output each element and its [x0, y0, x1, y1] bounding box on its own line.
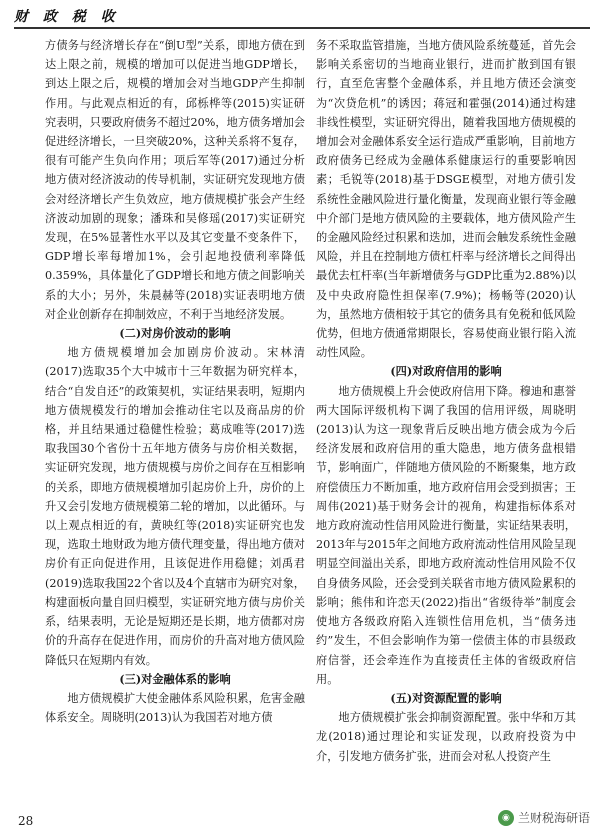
body-paragraph: 务不采取监管措施，当地方债风险系统蔓延，首先会影响关系密切的当地商业银行，进而扩散到国有银行，直至危害整个金融体系，并且地方债还会演变为“次贷危机”的诱因；蒋冠和霍强(2014)通过构建非线性模型，实证研究得出，随着我国地方债规模的增加会对金融体系安全运行造成严重影响，目前地方政府债务已经成为金融体系健康运行的重要影响因素；毛锐等(2018)基于DSGE模型，对地方债引发系统性金融风险进行量化衡量，发现商业银行等金融中介部门是地方债风险的主要载体，地方债风险产生的金融风险经过积累和迭加，进而会触发系统性金融风险，并且在控制地方债杠杆率与经济增长之间得出最优去杠杆率(当年新增债务与GDP比重为2.88%)以及中央政府隐性担保率(7.9%)；杨畅等(2020)认为，虽然地方债相较于其它的债务具有免税和低风险优势，但地方债通常期限长，容易使商业银行陷入流动性风险。: [316, 39, 576, 360]
header-rule: [14, 27, 590, 29]
right-column: [316, 36, 576, 766]
wechat-icon: ◉: [498, 810, 514, 826]
section-heading: (二)对房价波动的影响: [119, 326, 231, 341]
page-header: [0, 0, 604, 30]
body-paragraph: 地方债规模上升会使政府信用下降。穆迪和惠誉两大国际评级机构下调了我国的信用评级，周晓明(2013)认为这一现象背后反映出地方债会成为今后经济发展和政府信用的重大隐患，地方债务盘根错节，影响面广，伴随地方债风险的不断聚集，地方政府偿债压力不断加重，地方政府信用会受到损害；王周伟(2021)基于财务会计的视角，构建指标体系对地方政府流动性信用风险进行衡量，实证结果表明，2013年与2015年之间地方政府流动性信用风险呈现明显空间溢出关系，即地方政府流动性信用风险不仅自身债务风险，还会受到关联省市地方债风险累积的影响；熊伟和许恋天(2022)指出“省级待举”制度会使地方各级政府陷入连锁性信用危机，当“债务违约”发生，不但会影响作为第一偿债主体的市县级政府信誉，还会牵连作为直接责任主体的省级政府信用。: [316, 384, 576, 686]
section-heading: (四)对政府信用的影响: [390, 364, 502, 379]
body-paragraph: 地方债规模扩张会抑制资源配置。张中华和万其龙(2018)通过理论和实证发现，以政府投资为中介，引发地方债务扩张，进而会对私人投资产生: [316, 711, 576, 763]
journal-logo: 财 政 税 收: [14, 9, 120, 25]
watermark: [498, 809, 590, 826]
page-number: 28: [18, 814, 34, 828]
section-heading: (五)对资源配置的影响: [390, 690, 502, 705]
body-paragraph: 方债务与经济增长存在“倒U型”关系，即地方债在到达上限之前，规模的增加可以促进当地GDP增长，到达上限之后，规模的增加会对当地GDP产生抑制作用。与此观点相近的有，邱栎桦等(2015)实证研究表明，只要政府债务不超过20%，地方债务增加会促进经济增长，一旦突破20%，这种关系将不复存，很有可能产生负向作用；项后军等(2017)通过分析地方债对经济波动的传导机制，实证研究发现地方债会对经济增长产生负效应，地方债规模扩张会产生经济波动加剧的现象；潘珠和吴修瑶(2017)实证研究发现，在5%显著性水平以及其它变量不变条件下，GDP增长率每增加1%，会引起地投债利率降低0.359%，具体量化了GDP增长和地方债之间影响关系的大小；另外，朱晨赫等(2018)实证表明地方债对企业创新存在抑制效应，不利于当地经济发展。: [45, 39, 305, 321]
watermark-text: 兰财税海研语: [517, 811, 590, 825]
body-paragraph: 地方债规模增加会加剧房价波动。宋林清(2017)选取35个大中城市十三年数据为研究样本，结合“自发自还”的政策契机，实证结果表明，短期内地方债规模发行的增加会推动住宅以及商品房的价格，并且结果通过稳健性检验；葛成唯等(2017)选取我国30个省份十五年地方债务与房价相关数据，实证研究发现，地方债规模与房价之间存在互相影响的关系，即地方债规模增加引起房价上升，房价的上升又会引发地方债规模第二轮的增加，以此循环。与以上观点相近的有，黄映红等(2018)实证研究也发现，选取土地财政为地方债代理变量，得出地方债对房价有正向促进作用，且该促进作用稳健；刘禹君(2019)选取我国22个省以及4个直辖市为研究对象，构建面板向量自回归模型，实证研究地方债与房价关系，结果表明，无论是短期还是长期，地方债都对房价的升高存在促进作用，而房价的升高对地方债风险降低只在短期内有效。: [45, 346, 305, 667]
section-heading: (三)对金融体系的影响: [119, 671, 231, 686]
left-column: [45, 36, 305, 727]
body-paragraph: 地方债规模扩大使金融体系风险积累，危害金融体系安全。周晓明(2013)认为我国若对地方债: [45, 691, 305, 725]
